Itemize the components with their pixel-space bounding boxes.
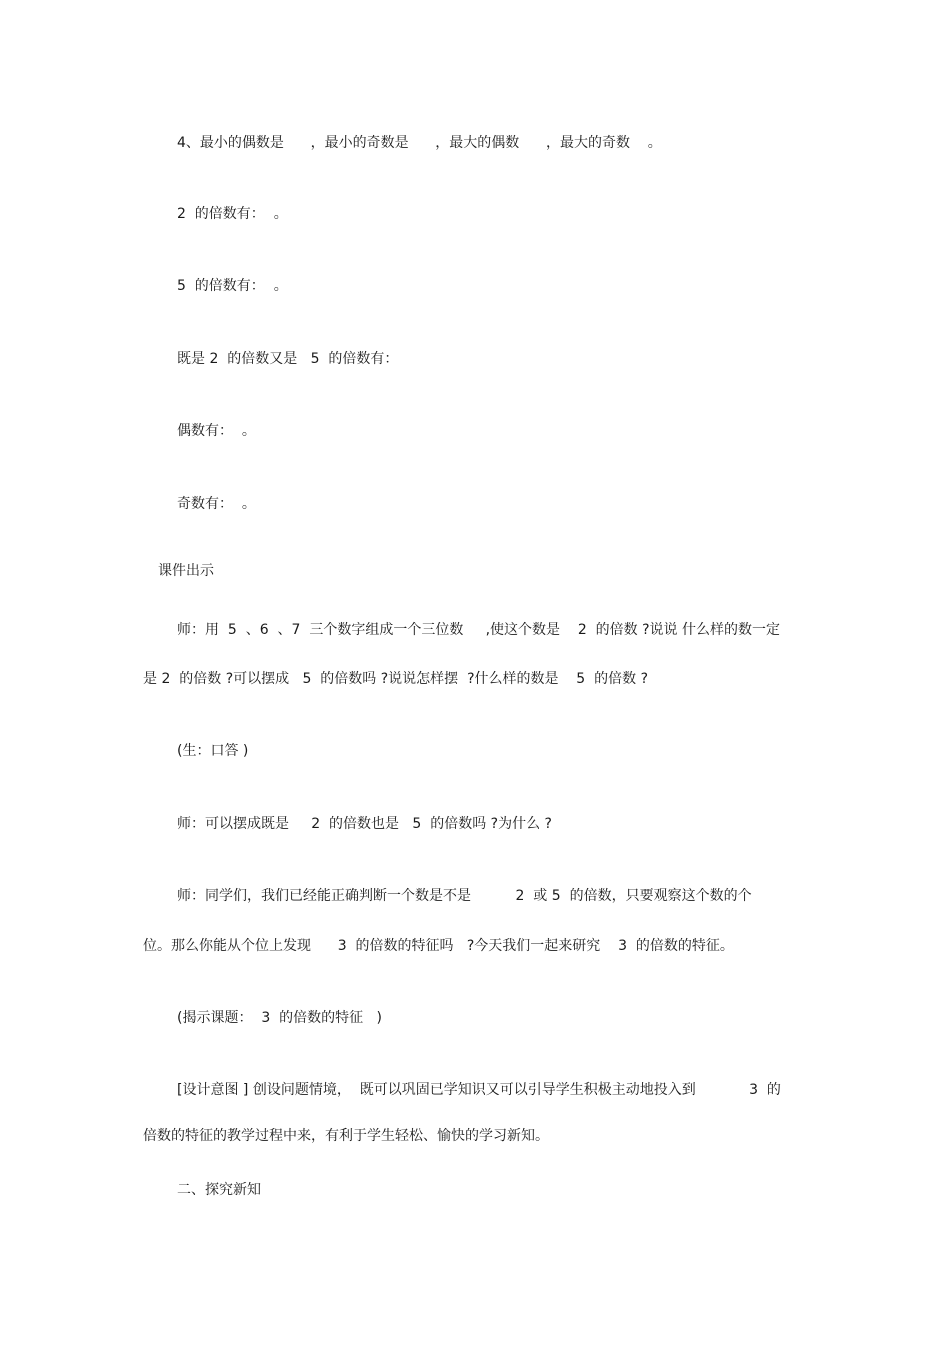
- text-line: 偶数有： 。: [177, 423, 256, 439]
- text-line: [设计意图 ] 创设问题情境， 既可以巩固已学知识又可以引导学生积极主动地投入到 3 的: [177, 1082, 781, 1098]
- text-line: 倍数的特征的教学过程中来，有利于学生轻松、愉快的学习新知。: [143, 1128, 549, 1144]
- text-line: 师：用 5 、6 、7 三个数字组成一个三位数 ,使这个数是 2 的倍数 ?说说 什么样的数一定: [177, 622, 780, 638]
- section-label: 课件出示: [158, 563, 214, 579]
- text-line: (揭示课题： 3 的倍数的特征 ): [177, 1010, 382, 1026]
- text-line: 奇数有： 。: [177, 496, 256, 512]
- text-line: 位。那么你能从个位上发现 3 的倍数的特征吗 ?今天我们一起来研究 3 的倍数的特征。: [143, 938, 734, 954]
- text-line: 2 的倍数有： 。: [177, 206, 288, 222]
- text-line: 既是 2 的倍数又是 5 的倍数有：: [177, 351, 399, 367]
- text-line: 5 的倍数有： 。: [177, 278, 288, 294]
- text-line: 师：同学们，我们已经能正确判断一个数是不是 2 或 5 的倍数，只要观察这个数的个: [177, 888, 752, 904]
- text-line: 师：可以摆成既是 2 的倍数也是 5 的倍数吗 ?为什么 ?: [177, 816, 552, 832]
- text-line: 是 2 的倍数 ?可以摆成 5 的倍数吗 ?说说怎样摆 ?什么样的数是 5 的倍数 ?: [143, 671, 648, 687]
- text-line: 4、最小的偶数是 ，最小的奇数是 ，最大的偶数 ，最大的奇数 。: [177, 135, 662, 151]
- section-heading: 二、探究新知: [177, 1182, 261, 1198]
- text-line: (生：口答 ): [177, 743, 249, 759]
